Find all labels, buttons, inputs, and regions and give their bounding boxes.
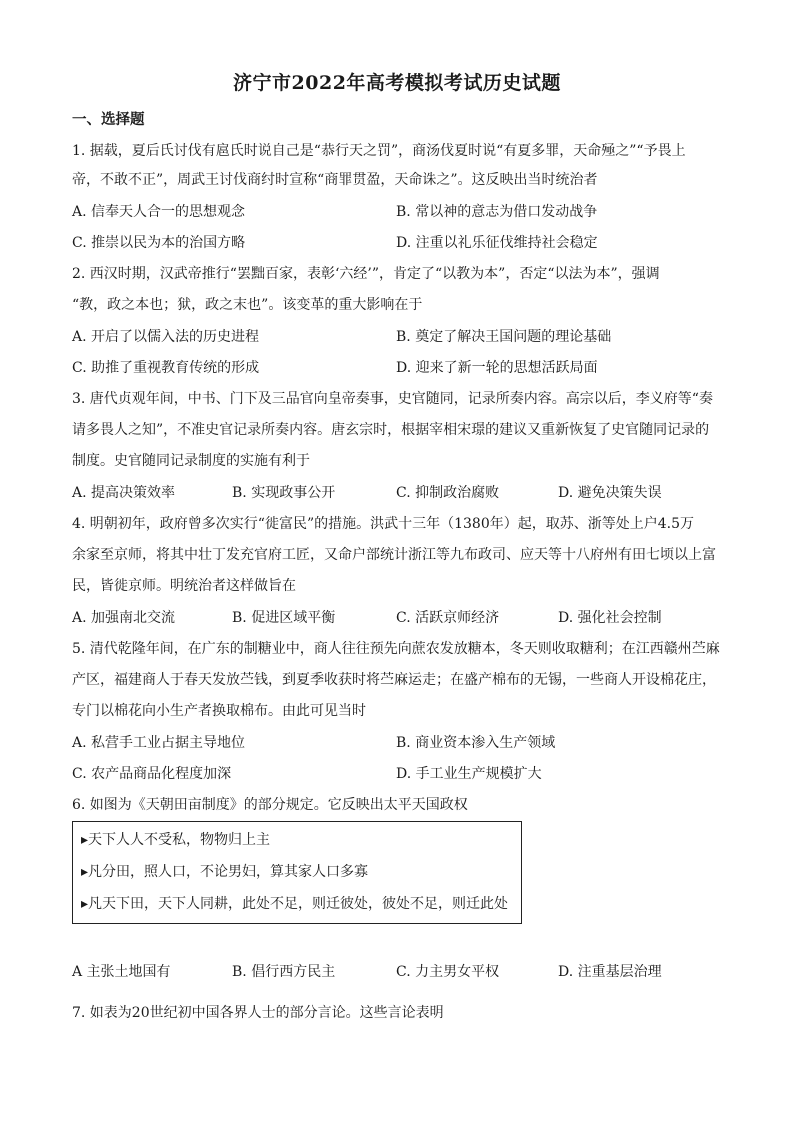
question-1-option-d: D. 注重以礼乐征伐维持社会稳定 — [396, 235, 598, 251]
question-1-option-a: A. 信奉天人合一的思想观念 — [72, 204, 246, 220]
question-4-stem-line: 民，皆徙京师。明统治者这样做旨在 — [72, 578, 296, 594]
question-3-option-c: C. 抑制政治腐败 — [396, 485, 500, 501]
question-5-option-b: B. 商业资本渗入生产领域 — [396, 735, 556, 751]
question-2-option-c: C. 助推了重视教育传统的形成 — [72, 360, 260, 376]
question-2-option-a: A. 开启了以儒入法的历史进程 — [72, 329, 260, 345]
question-6-option-b: B. 倡行西方民主 — [232, 964, 336, 980]
section-heading: 一、选择题 — [72, 111, 145, 128]
question-4-stem-line: 余家至京师，将其中壮丁发充官府工匠，又命户部统计浙江等九布政司、应天等十八府州有田七顷以上富 — [72, 547, 716, 563]
question-2-stem-line: 2. 西汉时期，汉武帝推行“罢黜百家，表彰‘六经’”，肯定了“以教为本”，否定“以法为本”，强调 — [72, 266, 660, 282]
question-3-option-d: D. 避免决策失误 — [558, 485, 662, 501]
question-1-option-b: B. 常以神的意志为借口发动战争 — [396, 204, 598, 220]
question-4-option-c: C. 活跃京师经济 — [396, 610, 500, 626]
question-4-option-b: B. 促进区域平衡 — [232, 610, 336, 626]
question-5-option-d: D. 手工业生产规模扩大 — [396, 766, 542, 782]
question-6-stem-line: 6. 如图为《天朝田亩制度》的部分规定。它反映出太平天国政权 — [72, 797, 468, 813]
question-3-stem-line: 请多畏人之知”，不准史官记录所奏内容。唐玄宗时，根据宰相宋璟的建议又重新恢复了史官随同记录的 — [72, 422, 710, 438]
question-4-option-d: D. 强化社会控制 — [558, 610, 662, 626]
question-1-stem-line: 1. 据载，夏后氏讨伐有扈氏时说自己是“恭行天之罚”，商汤伐夏时说“有夏多罪，天命殛之”“予畏上 — [72, 143, 686, 159]
question-5-stem-line: 专门以棉花向小生产者换取棉布。由此可见当时 — [72, 703, 366, 719]
question-6-option-d: D. 注重基层治理 — [558, 964, 662, 980]
question-5-stem-line: 产区，福建商人于春天发放苎钱，到夏季收获时将苎麻运走；在盛产棉布的无锡，一些商人开设棉花庄， — [72, 672, 716, 688]
question-3-option-b: B. 实现政事公开 — [232, 485, 336, 501]
question-6-option-a: A 主张土地国有 — [72, 964, 171, 980]
question-4-stem-line: 4. 明朝初年，政府曾多次实行“徙富民”的措施。洪武十三年（1380年）起，取苏、浙等处上户4.5万 — [72, 516, 695, 532]
question-6-option-c: C. 力主男女平权 — [396, 964, 500, 980]
question-3-stem-line: 制度。史官随同记录制度的实施有利于 — [72, 453, 310, 469]
question-3-option-a: A. 提高决策效率 — [72, 485, 176, 501]
question-1-option-c: C. 推崇以民为本的治国方略 — [72, 235, 246, 251]
question-4-option-a: A. 加强南北交流 — [72, 610, 176, 626]
question-5-stem-line: 5. 清代乾隆年间，在广东的制糖业中，商人往往预先向蔗农发放糖本，冬天则收取糖利；在江西赣州苎麻 — [72, 641, 720, 657]
question-2-option-b: B. 奠定了解决王国问题的理论基础 — [396, 329, 612, 345]
regulation-excerpt-box — [72, 821, 522, 924]
regulation-line: ▸凡天下田，天下人同耕，此处不足，则迁彼处，彼处不足，则迁此处 — [81, 896, 509, 912]
question-2-option-d: D. 迎来了新一轮的思想活跃局面 — [396, 360, 598, 376]
question-1-stem-line: 帝，不敢不正”，周武王讨伐商纣时宣称“商罪贯盈，天命诛之”。这反映出当时统治者 — [72, 172, 598, 188]
question-3-stem-line: 3. 唐代贞观年间，中书、门下及三品官向皇帝奏事，史官随同，记录所奏内容。高宗以后，李义府等“奏 — [72, 391, 713, 407]
question-7-stem-line: 7. 如表为20世纪初中国各界人士的部分言论。这些言论表明 — [72, 1005, 444, 1021]
regulation-line: ▸天下人人不受私，物物归上主 — [81, 832, 271, 848]
question-5-option-c: C. 农产品商品化程度加深 — [72, 766, 232, 782]
question-5-option-a: A. 私营手工业占据主导地位 — [72, 735, 246, 751]
exam-title: 济宁市2022年高考模拟考试历史试题 — [233, 72, 561, 94]
regulation-line: ▸凡分田，照人口，不论男妇，算其家人口多寡 — [81, 864, 369, 880]
question-2-stem-line: “教，政之本也；狱，政之末也”。该变革的重大影响在于 — [72, 297, 423, 313]
